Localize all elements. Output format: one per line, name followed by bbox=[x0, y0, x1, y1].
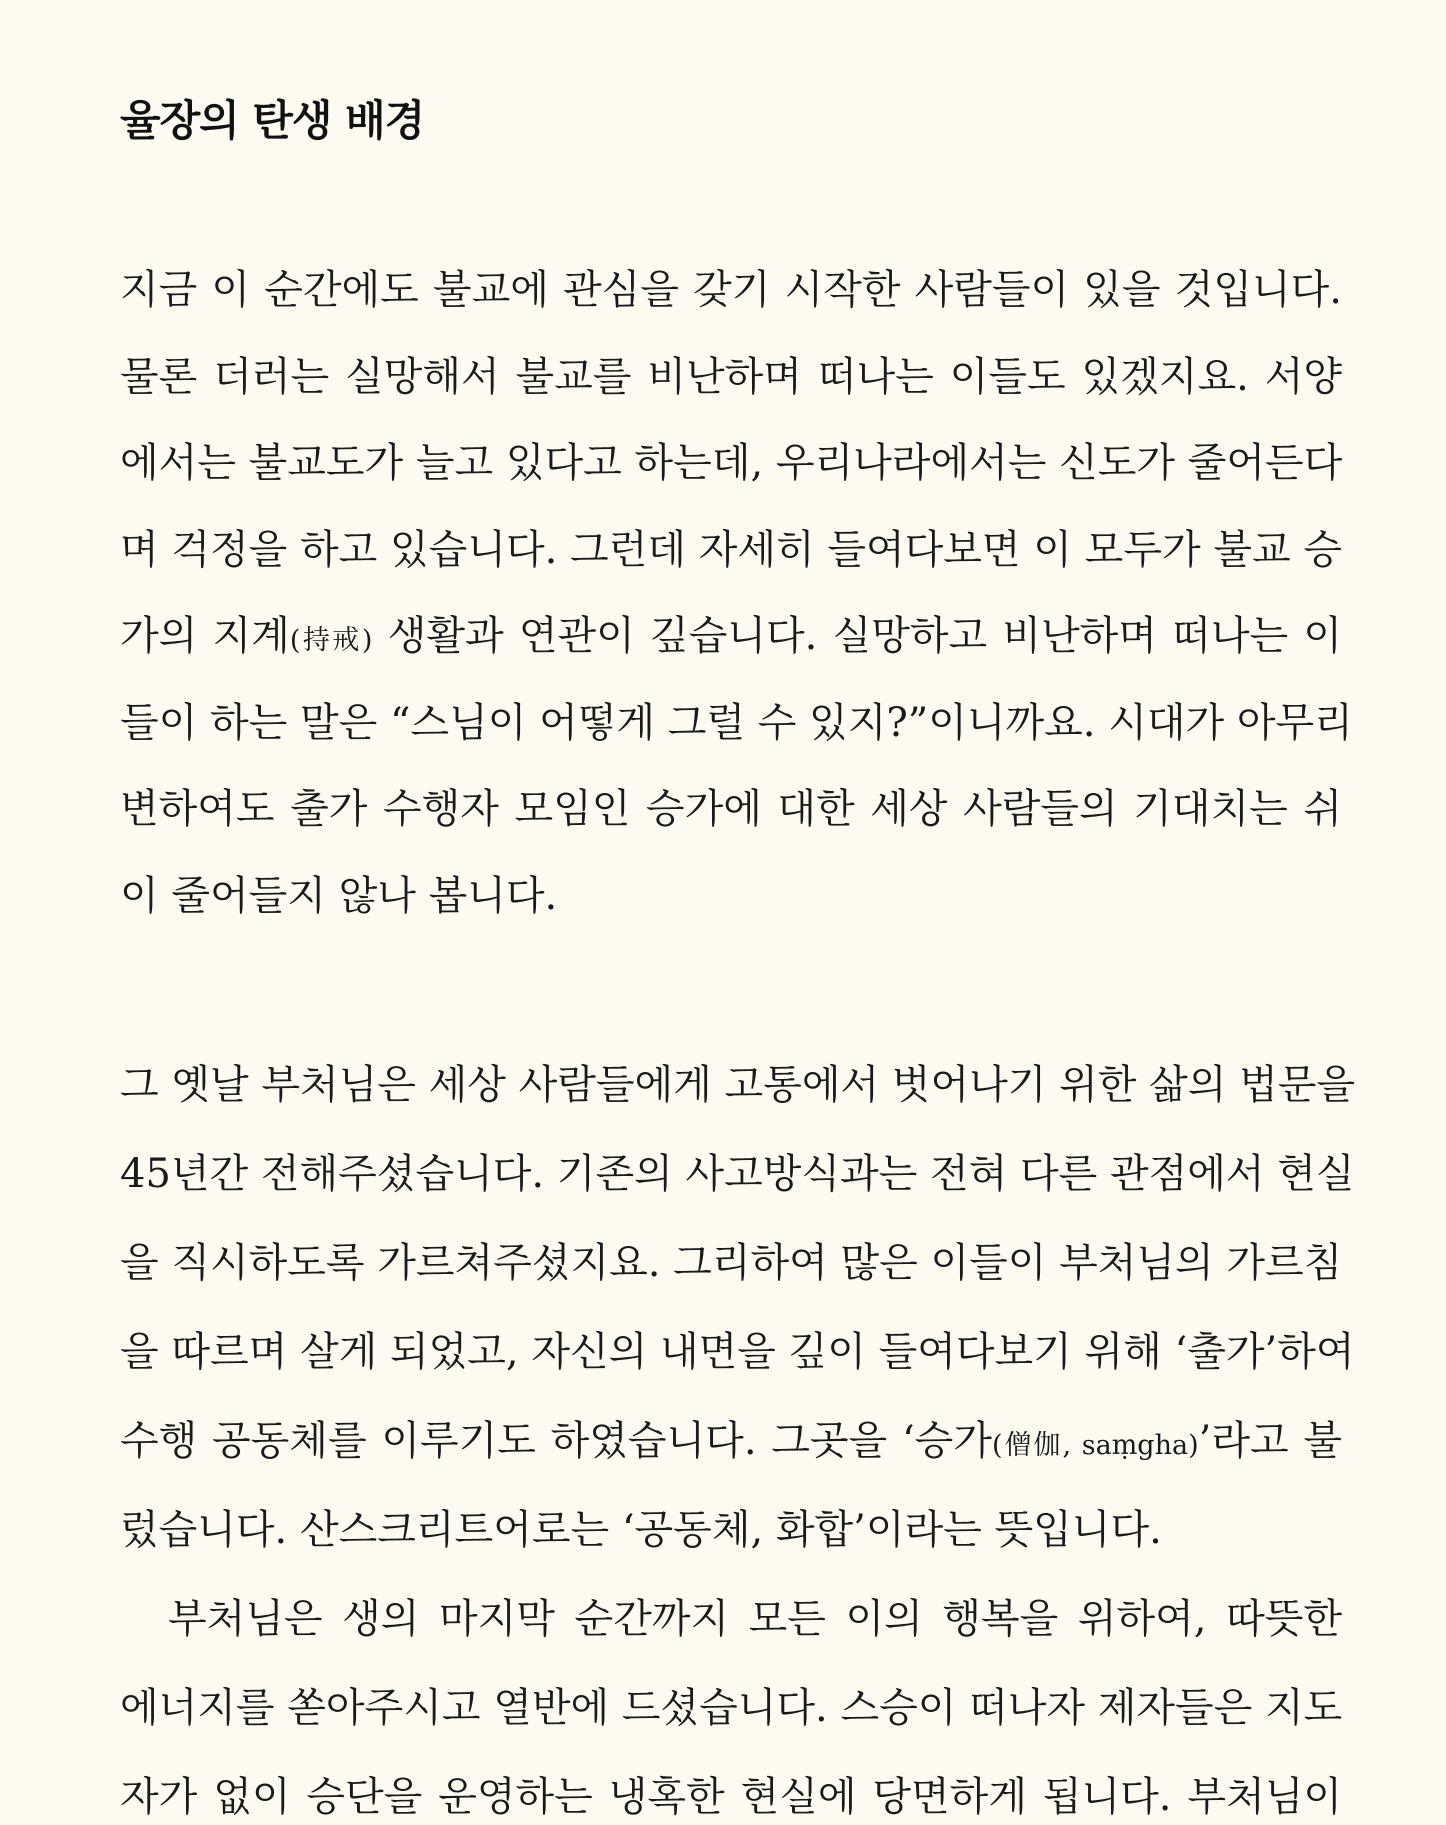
paragraph2-line bbox=[120, 1235, 1342, 1291]
paragraph3-line bbox=[120, 1769, 1342, 1825]
text-segment: 자가 없이 승단을 운영하는 냉혹한 현실에 당면하게 됩니다. 부처님이 bbox=[120, 1774, 1342, 1820]
text-segment: ’라고 불 bbox=[1198, 1418, 1342, 1464]
text-segment: 수행 공동체를 이루기도 하였습니다. 그곳을 ‘승가 bbox=[120, 1418, 992, 1464]
paragraph2-line bbox=[120, 1057, 1355, 1113]
text-segment: 부처님은 생의 마지막 순간까지 모든 이의 행복을 위하여, 따뜻한 bbox=[168, 1596, 1342, 1642]
paragraph2-line bbox=[120, 1502, 1342, 1558]
paragraph3-line bbox=[120, 1591, 1342, 1647]
paragraph1-line bbox=[120, 435, 1342, 491]
text-segment: 지금 이 순간에도 불교에 관심을 갖기 시작한 사람들이 있을 것입니다. bbox=[120, 267, 1342, 313]
paragraph1-line bbox=[120, 868, 1342, 924]
paragraph2-line bbox=[120, 1146, 1355, 1202]
annotation-text: (持戒) bbox=[289, 625, 373, 656]
text-segment: 에너지를 쏟아주시고 열반에 드셨습니다. 스승이 떠나자 제자들은 지도 bbox=[120, 1685, 1343, 1731]
paragraph2-line bbox=[120, 1324, 1355, 1380]
paragraph3-line bbox=[120, 1680, 1342, 1736]
paragraph2-line bbox=[120, 1413, 1342, 1469]
text-segment: 을 따르며 살게 되었고, 자신의 내면을 깊이 들여다보기 위해 ‘출가’하여 bbox=[120, 1329, 1355, 1375]
text-segment: 변하여도 출가 수행자 모임인 승가에 대한 세상 사람들의 기대치는 쉬 bbox=[120, 786, 1342, 832]
paragraph1-line bbox=[120, 522, 1342, 578]
text-segment: 45년간 전해주셨습니다. 기존의 사고방식과는 전혀 다른 관점에서 현실 bbox=[120, 1151, 1355, 1197]
annotation-text: (僧伽, saṃgha) bbox=[991, 1430, 1199, 1461]
text-segment: 이 줄어들지 않나 봅니다. bbox=[120, 872, 558, 919]
text-segment: 에서는 불교도가 늘고 있다고 하는데, 우리나라에서는 신도가 줄어든다 bbox=[120, 440, 1343, 486]
text-segment: 그 옛날 부처님은 세상 사람들에게 고통에서 벗어나기 위한 삶의 법문을 bbox=[120, 1062, 1355, 1108]
paragraph1-line bbox=[120, 695, 1353, 751]
text-segment: 며 걱정을 하고 있습니다. 그런데 자세히 들여다보면 이 모두가 불교 승 bbox=[120, 526, 1342, 573]
text-segment: 들이 하는 말은 “스님이 어떻게 그럴 수 있지?”이니까요. 시대가 아무리 bbox=[120, 699, 1353, 746]
text-segment: 생활과 연관이 깊습니다. 실망하고 비난하며 떠나는 이 bbox=[372, 613, 1342, 659]
paragraph1-line bbox=[120, 608, 1342, 664]
paragraph1-line bbox=[120, 262, 1342, 318]
paragraph1-line bbox=[120, 349, 1342, 405]
text-segment: 을 직시하도록 가르쳐주셨지요. 그리하여 많은 이들이 부처님의 가르침 bbox=[120, 1240, 1343, 1286]
text-segment: 물론 더러는 실망해서 불교를 비난하며 떠나는 이들도 있겠지요. 서양 bbox=[120, 353, 1342, 400]
text-segment: 렀습니다. 산스크리트어로는 ‘공동체, 화합’이라는 뜻입니다. bbox=[120, 1507, 1162, 1553]
text-segment: 가의 지계 bbox=[120, 613, 290, 659]
paragraph1-line bbox=[120, 781, 1342, 837]
section-title: 율장의 탄생 배경 bbox=[120, 96, 425, 145]
